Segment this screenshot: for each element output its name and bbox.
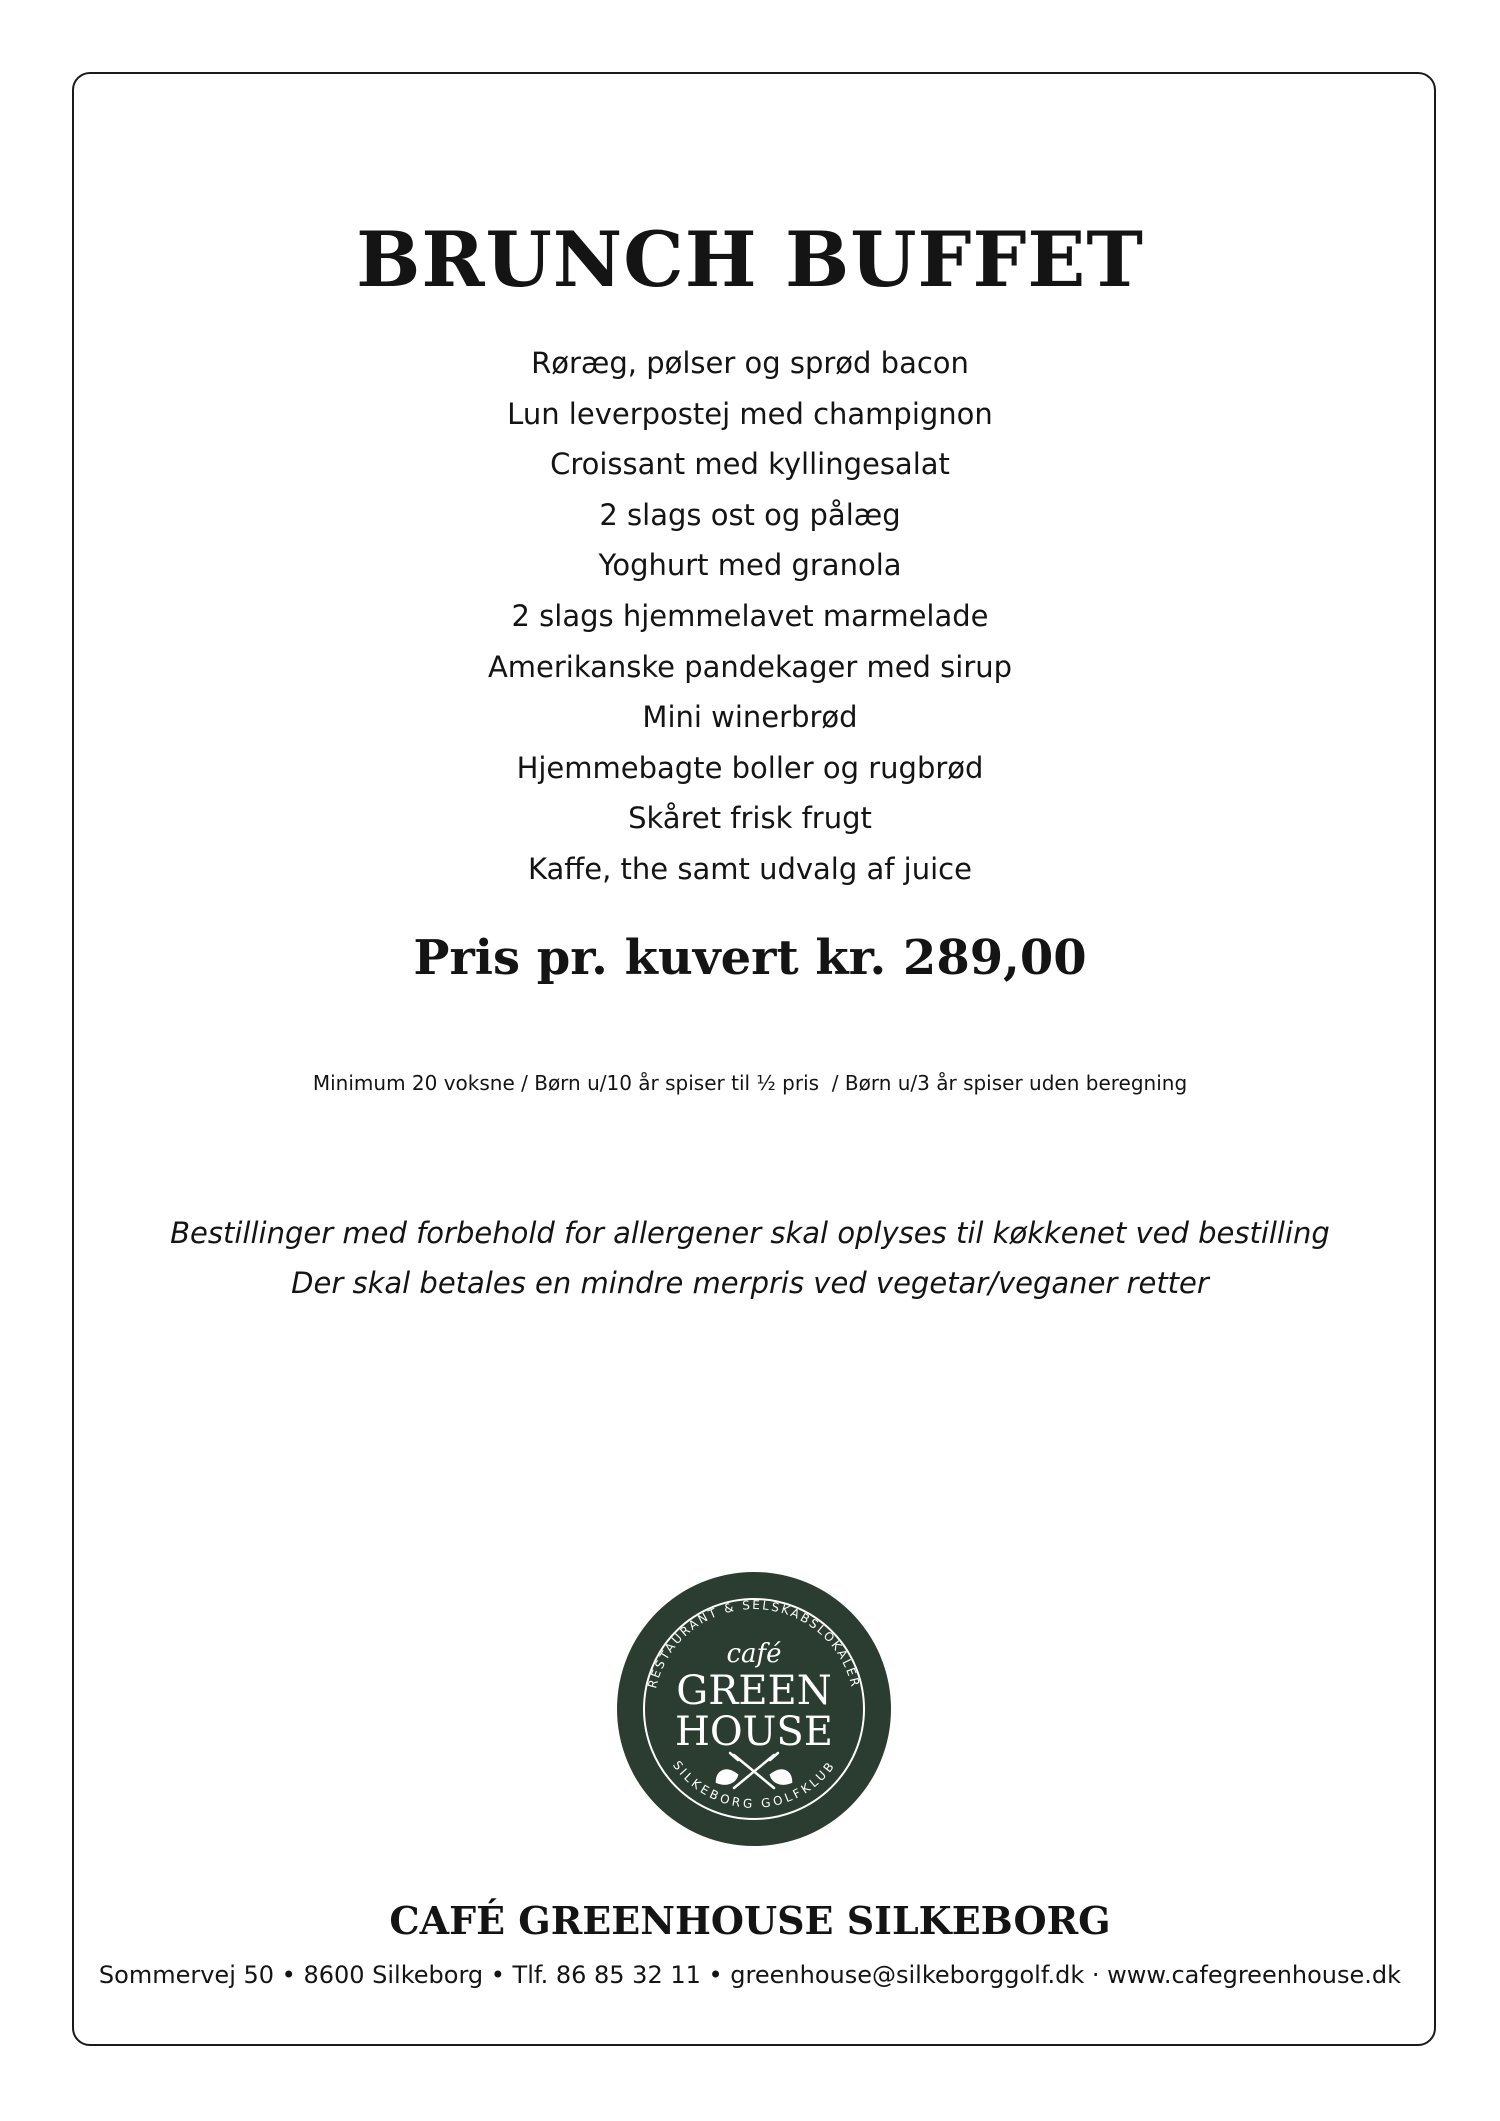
logo-arc-top-text: RESTAURANT & SELSKABSLOKALER (645, 1597, 863, 1690)
menu-item: Skåret frisk frugt (628, 801, 872, 836)
logo-green-text: GREEN (676, 1668, 832, 1714)
price-line: Pris pr. kuvert kr. 289,00 (413, 930, 1087, 986)
menu-item: 2 slags hjemmelavet marmelade (511, 598, 989, 633)
vegetarian-note: Der skal betales en mindre merpris ved vegetar/veganer retter (291, 1266, 1209, 1300)
menu-item: Mini winerbrød (642, 700, 858, 735)
logo-house-text: HOUSE (675, 1709, 833, 1755)
menu-item: Kaffe, the samt udvalg af juice (528, 851, 972, 886)
menu-item: Croissant med kyllingesalat (550, 447, 950, 482)
allergen-note: Bestillinger med forbehold for allergener skal oplyses til køkkenet ved bestilling (170, 1216, 1330, 1250)
logo-cafe-text: café (726, 1639, 782, 1669)
menu-item: Amerikanske pandekager med sirup (487, 649, 1013, 684)
menu-item: Yoghurt med granola (598, 548, 902, 583)
menu-item: Hjemmebagte boller og rugbrød (516, 750, 984, 785)
order-notes (0, 1208, 1500, 1308)
cafe-greenhouse-logo (615, 1570, 893, 1848)
menu-item: 2 slags ost og pålæg (599, 497, 901, 532)
minimum-note: Minimum 20 voksne / Børn u/10 år spiser til ½ pris / Børn u/3 år spiser uden beregning (312, 1071, 1188, 1095)
menu-item-list (0, 338, 1500, 895)
menu-item: Lun leverpostej med champignon (507, 396, 993, 431)
footer-address: Sommervej 50 • 8600 Silkeborg • Tlf. 86 85 32 11 • greenhouse@silkeborggolf.dk · www.cafegreenhouse.dk (98, 1961, 1402, 1989)
menu-title: BRUNCH BUFFET (356, 215, 1144, 304)
logo-arc-bottom-text: SILKEBORG GOLFKLUB (669, 1758, 839, 1811)
menu-item: Røræg, pølser og sprød bacon (531, 346, 969, 380)
footer-cafe-name: CAFÉ GREENHOUSE SILKEBORG (389, 1898, 1111, 1943)
